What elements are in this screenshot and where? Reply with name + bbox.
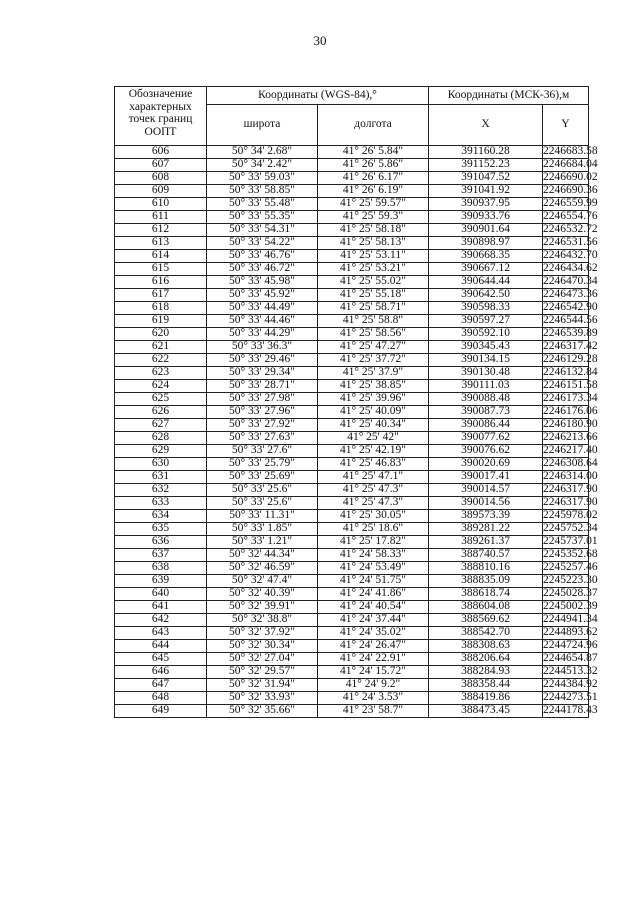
point-cell: 635 <box>115 523 207 536</box>
table-row <box>115 315 589 328</box>
y-cell: 2246684.04 <box>543 158 598 171</box>
y-cell: 2246314.00 <box>543 470 598 483</box>
latitude-cell: 50° 33' 44.46" <box>207 315 318 328</box>
longitude-cell: 41° 24' 41.86" <box>318 588 429 601</box>
x-cell: 388206.64 <box>429 653 543 666</box>
latitude-cell: 50° 34' 2.68" <box>207 146 318 159</box>
table-row <box>115 393 589 406</box>
y-cell: 2246151.58 <box>543 379 598 392</box>
point-cell: 643 <box>115 627 207 640</box>
longitude-cell: 41° 26' 6.19" <box>318 185 429 198</box>
x-cell: 388358.44 <box>429 679 543 692</box>
x-cell: 390345.43 <box>429 341 543 354</box>
point-cell: 618 <box>115 302 207 315</box>
latitude-cell: 50° 33' 55.48" <box>207 198 318 211</box>
x-cell: 390014.56 <box>429 497 543 510</box>
x-cell: 390076.62 <box>429 445 543 458</box>
longitude-cell: 41° 25' 40.34" <box>318 419 429 432</box>
x-cell: 390667.12 <box>429 263 543 276</box>
y-cell: 2246432.70 <box>543 249 598 262</box>
x-cell: 391047.52 <box>429 172 543 185</box>
y-cell: 2244513.32 <box>543 665 598 678</box>
y-cell: 2246180.90 <box>543 418 598 431</box>
wgs84-group-header: Координаты (WGS-84),° <box>207 87 429 105</box>
point-cell: 622 <box>115 354 207 367</box>
page-number: 30 <box>313 33 327 48</box>
latitude-cell: 50° 33' 29.46" <box>207 354 318 367</box>
table-row <box>115 471 589 484</box>
table-row <box>115 185 589 198</box>
y-cell: 2245352.68 <box>543 548 598 561</box>
y-cell: 2246434.62 <box>543 262 598 275</box>
latitude-cell: 50° 32' 35.66" <box>207 705 318 718</box>
latitude-cell: 50° 33' 1.85" <box>207 523 318 536</box>
latitude-cell: 50° 32' 47.4" <box>207 575 318 588</box>
latitude-cell: 50° 32' 37.92" <box>207 627 318 640</box>
point-cell: 627 <box>115 419 207 432</box>
y-cell: 2246690.36 <box>543 184 598 197</box>
point-cell: 611 <box>115 211 207 224</box>
table-row <box>115 380 589 393</box>
y-cell: 2246317.42 <box>543 340 598 353</box>
latitude-cell: 50° 33' 25.6" <box>207 497 318 510</box>
table-row <box>115 588 589 601</box>
table-row <box>115 198 589 211</box>
longitude-cell: 41° 25' 53.21" <box>318 263 429 276</box>
latitude-cell: 50° 33' 59.03" <box>207 172 318 185</box>
longitude-cell: 41° 26' 5.84" <box>318 146 429 159</box>
longitude-cell: 41° 25' 39.96" <box>318 393 429 406</box>
table-row <box>115 627 589 640</box>
longitude-cell: 41° 25' 37.72" <box>318 354 429 367</box>
x-cell: 388618.74 <box>429 588 543 601</box>
x-cell: 390598.33 <box>429 302 543 315</box>
table-row <box>115 549 589 562</box>
latitude-cell: 50° 32' 40.39" <box>207 588 318 601</box>
y-cell: 2244893.62 <box>543 626 598 639</box>
latitude-cell: 50° 32' 27.04" <box>207 653 318 666</box>
table-row <box>115 237 589 250</box>
y-cell: 2246129.28 <box>543 353 598 366</box>
point-cell: 626 <box>115 406 207 419</box>
x-cell: 388473.45 <box>429 705 543 718</box>
point-cell: 647 <box>115 679 207 692</box>
latitude-cell: 50° 33' 44.49" <box>207 302 318 315</box>
longitude-cell: 41° 25' 30.05" <box>318 510 429 523</box>
longitude-cell: 41° 25' 42" <box>318 432 429 445</box>
table-row <box>115 341 589 354</box>
y-cell: 2246176.06 <box>543 405 598 418</box>
latitude-cell: 50° 33' 28.71" <box>207 380 318 393</box>
latitude-cell: 50° 33' 27.98" <box>207 393 318 406</box>
x-cell: 390597.27 <box>429 315 543 328</box>
longitude-cell: 41° 24' 26.47" <box>318 640 429 653</box>
table-row <box>115 679 589 692</box>
x-cell: 390014.57 <box>429 484 543 497</box>
y-cell: 2246308.64 <box>543 457 598 470</box>
y-cell: 2244273.51 <box>543 691 598 704</box>
point-cell: 607 <box>115 159 207 172</box>
latitude-cell: 50° 32' 38.8" <box>207 614 318 627</box>
x-cell: 389281.22 <box>429 523 543 536</box>
point-cell: 612 <box>115 224 207 237</box>
x-cell: 390086.44 <box>429 419 543 432</box>
point-cell: 619 <box>115 315 207 328</box>
table-row <box>115 562 589 575</box>
latitude-cell: 50° 33' 25.79" <box>207 458 318 471</box>
point-cell: 645 <box>115 653 207 666</box>
latitude-cell: 50° 33' 46.72" <box>207 263 318 276</box>
point-cell: 638 <box>115 562 207 575</box>
y-cell: 2245737.01 <box>543 535 598 548</box>
x-cell: 388308.63 <box>429 640 543 653</box>
longitude-cell: 41° 24' 37.44" <box>318 614 429 627</box>
table-row <box>115 276 589 289</box>
x-cell: 388542.70 <box>429 627 543 640</box>
longitude-header: долгота <box>318 105 429 146</box>
y-cell: 2244384.92 <box>543 678 598 691</box>
table-row <box>115 497 589 510</box>
x-cell: 388604.08 <box>429 601 543 614</box>
y-cell: 2244724.96 <box>543 639 598 652</box>
table-row <box>115 263 589 276</box>
y-cell: 2244654.87 <box>543 652 598 665</box>
latitude-cell: 50° 33' 11.31" <box>207 510 318 523</box>
y-cell: 2246690.02 <box>543 171 598 184</box>
longitude-cell: 41° 25' 47.3" <box>318 497 429 510</box>
x-cell: 390017.41 <box>429 471 543 484</box>
x-cell: 390644.44 <box>429 276 543 289</box>
point-cell: 610 <box>115 198 207 211</box>
table-row <box>115 406 589 419</box>
y-cell: 2244941.34 <box>543 613 598 626</box>
y-cell: 2246531.56 <box>543 236 598 249</box>
longitude-cell: 41° 25' 40.09" <box>318 406 429 419</box>
point-cell: 615 <box>115 263 207 276</box>
longitude-cell: 41° 25' 18.6" <box>318 523 429 536</box>
longitude-cell: 41° 24' 35.02" <box>318 627 429 640</box>
point-cell: 616 <box>115 276 207 289</box>
x-cell: 390134.15 <box>429 354 543 367</box>
y-cell: 2246539.89 <box>543 327 598 340</box>
point-cell: 608 <box>115 172 207 185</box>
y-cell: 2245257.46 <box>543 561 598 574</box>
x-cell: 390592.10 <box>429 328 543 341</box>
y-cell: 2245223.30 <box>543 574 598 587</box>
y-cell: 2246217.40 <box>543 444 598 457</box>
point-cell: 624 <box>115 380 207 393</box>
table-header <box>115 87 589 146</box>
table-row <box>115 302 589 315</box>
point-cell: 641 <box>115 601 207 614</box>
point-cell: 634 <box>115 510 207 523</box>
x-cell: 391160.28 <box>429 146 543 159</box>
y-cell: 2244178.43 <box>543 704 598 717</box>
y-cell: 2246317.90 <box>543 483 598 496</box>
point-cell: 640 <box>115 588 207 601</box>
latitude-cell: 50° 33' 45.98" <box>207 276 318 289</box>
table-body <box>115 145 598 718</box>
table-row <box>115 575 589 588</box>
longitude-cell: 41° 24' 51.75" <box>318 575 429 588</box>
longitude-cell: 41° 25' 58.56" <box>318 328 429 341</box>
x-cell: 390668.35 <box>429 250 543 263</box>
latitude-cell: 50° 32' 33.93" <box>207 692 318 705</box>
latitude-cell: 50° 32' 46.59" <box>207 562 318 575</box>
point-cell: 613 <box>115 237 207 250</box>
point-cell: 617 <box>115 289 207 302</box>
x-cell: 388569.62 <box>429 614 543 627</box>
point-cell: 609 <box>115 185 207 198</box>
longitude-cell: 41° 25' 47.27" <box>318 341 429 354</box>
point-cell: 623 <box>115 367 207 380</box>
longitude-cell: 41° 25' 55.02" <box>318 276 429 289</box>
x-cell: 390901.64 <box>429 224 543 237</box>
table-row <box>115 224 589 237</box>
longitude-cell: 41° 25' 47.1" <box>318 471 429 484</box>
latitude-cell: 50° 33' 25.69" <box>207 471 318 484</box>
table-row <box>115 614 589 627</box>
longitude-cell: 41° 25' 46.83" <box>318 458 429 471</box>
longitude-cell: 41° 25' 59.3" <box>318 211 429 224</box>
table-row <box>115 159 589 172</box>
longitude-cell: 41° 24' 9.2" <box>318 679 429 692</box>
x-cell: 390933.76 <box>429 211 543 224</box>
longitude-cell: 41° 24' 40.54" <box>318 601 429 614</box>
y-cell: 2245002.39 <box>543 600 598 613</box>
longitude-cell: 41° 26' 5.86" <box>318 159 429 172</box>
x-cell: 391041.92 <box>429 185 543 198</box>
latitude-cell: 50° 33' 55.35" <box>207 211 318 224</box>
table-row <box>115 692 589 705</box>
point-cell: 606 <box>115 146 207 159</box>
x-cell: 390130.48 <box>429 367 543 380</box>
x-cell: 388740.57 <box>429 549 543 562</box>
table-row <box>115 146 589 159</box>
x-cell: 390087.73 <box>429 406 543 419</box>
y-cell: 2246473.36 <box>543 288 598 301</box>
latitude-cell: 50° 33' 44.29" <box>207 328 318 341</box>
table-row <box>115 172 589 185</box>
y-cell: 2246554.76 <box>543 210 598 223</box>
table-row <box>115 640 589 653</box>
latitude-cell: 50° 33' 25.6" <box>207 484 318 497</box>
point-cell: 621 <box>115 341 207 354</box>
x-cell: 390642.50 <box>429 289 543 302</box>
table-row <box>115 510 589 523</box>
x-cell: 390937.95 <box>429 198 543 211</box>
latitude-cell: 50° 33' 29.34" <box>207 367 318 380</box>
longitude-cell: 41° 25' 58.18" <box>318 224 429 237</box>
table-row <box>115 289 589 302</box>
y-cell: 2246213.66 <box>543 431 598 444</box>
x-cell: 390077.62 <box>429 432 543 445</box>
table-row <box>115 601 589 614</box>
table-row <box>115 484 589 497</box>
longitude-cell: 41° 25' 58.13" <box>318 237 429 250</box>
latitude-cell: 50° 32' 39.91" <box>207 601 318 614</box>
x-header: X <box>429 105 543 146</box>
point-cell: 631 <box>115 471 207 484</box>
x-cell: 390111.03 <box>429 380 543 393</box>
longitude-cell: 41° 25' 17.82" <box>318 536 429 549</box>
point-cell: 614 <box>115 250 207 263</box>
longitude-cell: 41° 25' 42.19" <box>318 445 429 458</box>
table-row <box>115 419 589 432</box>
y-cell: 2246532.72 <box>543 223 598 236</box>
point-cell: 633 <box>115 497 207 510</box>
y-cell: 2246559.99 <box>543 197 598 210</box>
y-cell: 2246132.84 <box>543 366 598 379</box>
y-header: Y <box>543 105 589 146</box>
x-cell: 389573.39 <box>429 510 543 523</box>
latitude-cell: 50° 33' 45.92" <box>207 289 318 302</box>
latitude-cell: 50° 33' 36.3" <box>207 341 318 354</box>
table-row <box>115 367 589 380</box>
x-cell: 388835.09 <box>429 575 543 588</box>
latitude-cell: 50° 33' 27.6" <box>207 445 318 458</box>
longitude-cell: 41° 23' 58.7" <box>318 705 429 718</box>
point-cell: 639 <box>115 575 207 588</box>
y-cell: 2246542.90 <box>543 301 598 314</box>
point-cell: 629 <box>115 445 207 458</box>
longitude-cell: 41° 25' 55.18" <box>318 289 429 302</box>
latitude-cell: 50° 33' 1.21" <box>207 536 318 549</box>
table-row <box>115 523 589 536</box>
x-cell: 390898.97 <box>429 237 543 250</box>
y-cell: 2246544.56 <box>543 314 598 327</box>
longitude-cell: 41° 24' 22.91" <box>318 653 429 666</box>
x-cell: 388419.86 <box>429 692 543 705</box>
longitude-cell: 41° 25' 58.71" <box>318 302 429 315</box>
table-row <box>115 653 589 666</box>
table-row <box>115 328 589 341</box>
point-cell: 642 <box>115 614 207 627</box>
point-cell: 644 <box>115 640 207 653</box>
latitude-cell: 50° 32' 29.57" <box>207 666 318 679</box>
point-designation-header: Обозначение характерных точек границ ООПТ <box>115 87 207 146</box>
point-cell: 649 <box>115 705 207 718</box>
y-cell: 2246317.90 <box>543 496 598 509</box>
table-row <box>115 211 589 224</box>
point-cell: 625 <box>115 393 207 406</box>
table-row <box>115 705 589 718</box>
longitude-cell: 41° 25' 58.8" <box>318 315 429 328</box>
point-cell: 646 <box>115 666 207 679</box>
latitude-cell: 50° 33' 27.92" <box>207 419 318 432</box>
x-cell: 390020.69 <box>429 458 543 471</box>
longitude-cell: 41° 24' 53.49" <box>318 562 429 575</box>
point-cell: 620 <box>115 328 207 341</box>
point-cell: 628 <box>115 432 207 445</box>
table-row <box>115 432 589 445</box>
point-cell: 648 <box>115 692 207 705</box>
latitude-cell: 50° 33' 46.76" <box>207 250 318 263</box>
latitude-cell: 50° 33' 27.96" <box>207 406 318 419</box>
longitude-cell: 41° 25' 38.85" <box>318 380 429 393</box>
table-row <box>115 458 589 471</box>
y-cell: 2246173.34 <box>543 392 598 405</box>
longitude-cell: 41° 26' 6.17" <box>318 172 429 185</box>
table-row <box>115 354 589 367</box>
longitude-cell: 41° 24' 15.72" <box>318 666 429 679</box>
longitude-cell: 41° 24' 3.53" <box>318 692 429 705</box>
latitude-cell: 50° 32' 31.94" <box>207 679 318 692</box>
msk36-group-header: Координаты (МСК-36),м <box>429 87 589 105</box>
coordinates-table <box>114 86 598 718</box>
table-row <box>115 250 589 263</box>
longitude-cell: 41° 25' 47.3" <box>318 484 429 497</box>
y-cell: 2245978.02 <box>543 509 598 522</box>
latitude-cell: 50° 34' 2.42" <box>207 159 318 172</box>
y-cell: 2245028.37 <box>543 587 598 600</box>
x-cell: 390088.48 <box>429 393 543 406</box>
latitude-cell: 50° 33' 54.22" <box>207 237 318 250</box>
longitude-cell: 41° 25' 53.11" <box>318 250 429 263</box>
latitude-cell: 50° 32' 30.34" <box>207 640 318 653</box>
x-cell: 388284.93 <box>429 666 543 679</box>
y-cell: 2245752.34 <box>543 522 598 535</box>
y-cell: 2246470.34 <box>543 275 598 288</box>
point-cell: 637 <box>115 549 207 562</box>
table-row <box>115 666 589 679</box>
longitude-cell: 41° 25' 37.9" <box>318 367 429 380</box>
longitude-cell: 41° 25' 59.57" <box>318 198 429 211</box>
point-cell: 636 <box>115 536 207 549</box>
table-row <box>115 445 589 458</box>
latitude-cell: 50° 33' 58.85" <box>207 185 318 198</box>
x-cell: 391152.23 <box>429 159 543 172</box>
table-row <box>115 536 589 549</box>
latitude-cell: 50° 33' 27.63" <box>207 432 318 445</box>
point-cell: 630 <box>115 458 207 471</box>
longitude-cell: 41° 24' 58.33" <box>318 549 429 562</box>
point-cell: 632 <box>115 484 207 497</box>
latitude-cell: 50° 33' 54.31" <box>207 224 318 237</box>
latitude-header: широта <box>207 105 318 146</box>
x-cell: 388810.16 <box>429 562 543 575</box>
latitude-cell: 50° 32' 44.34" <box>207 549 318 562</box>
x-cell: 389261.37 <box>429 536 543 549</box>
y-cell: 2246683.58 <box>543 145 598 158</box>
